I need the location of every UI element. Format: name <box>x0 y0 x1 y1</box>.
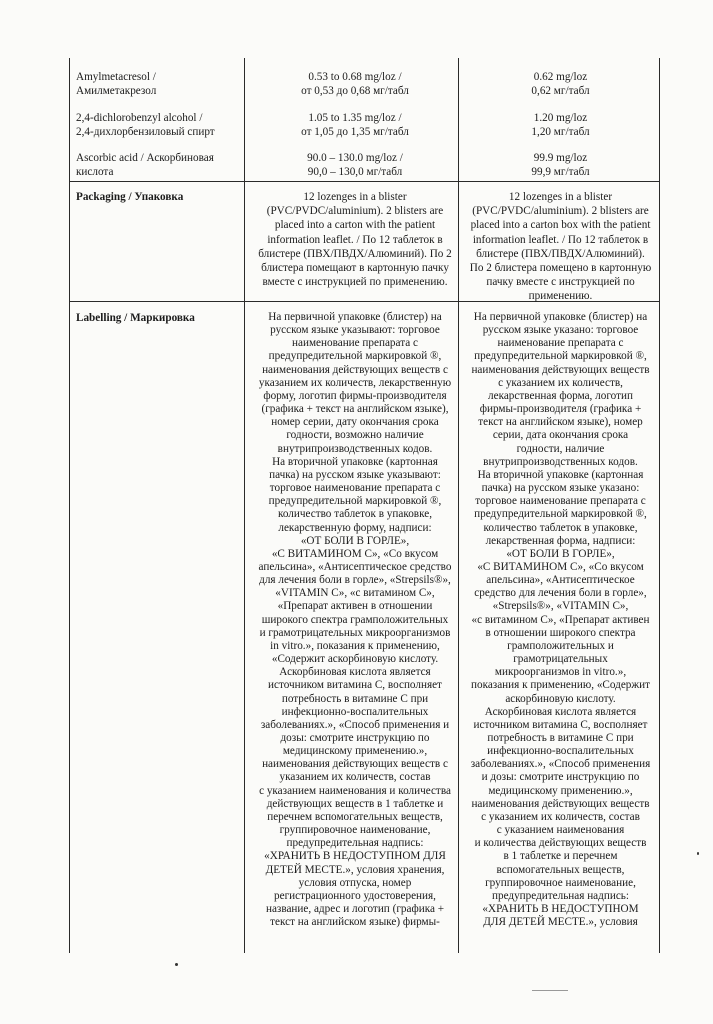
text-line: «Препарат активен в отношении <box>277 600 433 613</box>
text-line: «С ВИТАМИНОМ С», «Со вкусом <box>477 560 644 573</box>
text-line: название, адрес и логотип (графика + <box>265 903 445 916</box>
text-line: предупредительная надпись: <box>286 837 424 850</box>
actual-value-ru: 1,20 мг/табл <box>531 126 590 139</box>
text-line: грамположительных и <box>507 639 614 652</box>
text-line: лекарственная форма, надписи: <box>485 534 636 547</box>
text-line: ДЕТЕЙ МЕСТЕ.», условия хранения, <box>265 863 445 876</box>
text-line: с указанием их количеств, состав <box>481 810 640 823</box>
text-line: дозы: смотрите инструкцию по <box>280 732 430 744</box>
scan-speck <box>175 963 178 966</box>
text-line: инфекционно-воспалительных <box>487 745 634 758</box>
text-line: потребность в витамине С при <box>487 732 634 744</box>
table-divider-1 <box>244 58 245 953</box>
scan-speck <box>532 990 568 991</box>
text-line: средство для лечения боли в горле», <box>474 587 647 600</box>
text-line: information leaflet. / По 12 таблеток в <box>472 233 649 246</box>
text-line: в отношении широкого спектра <box>485 626 636 639</box>
text-line: форму, логотип фирмы-производителя <box>263 389 447 402</box>
scan-speck <box>697 852 699 855</box>
spec-range: 1.05 to 1.35 mg/loz / <box>308 112 402 124</box>
text-line: По 2 блистера помещено в картонную <box>469 262 652 275</box>
packaging-spec <box>250 190 460 289</box>
text-line: количество таблеток в упаковке, <box>277 508 432 521</box>
text-line: наименования действующих веществ <box>471 363 650 376</box>
text-line: и грамотрицательных микроорганизмов <box>259 626 451 639</box>
text-line: внутрипроизводственных кодов. <box>277 442 433 455</box>
spec-range-ru: от 1,05 до 1,35 мг/табл <box>301 126 409 139</box>
text-line: годности, наличие <box>516 442 605 455</box>
text-line: показания к применению, «Содержит <box>470 679 651 692</box>
text-line: фирмы-производителя (графика + <box>479 403 642 416</box>
text-line: ДЛЯ ДЕТЕЙ МЕСТЕ.», условия <box>483 916 638 929</box>
text-line: «ОТ БОЛИ В ГОРЛЕ», <box>300 534 410 547</box>
text-line: «VITAMIN C», «с витамином С», <box>275 587 435 600</box>
text-line: блистере (ПВХ/ПВДХ/Алюминий). <box>476 247 645 260</box>
spec-range: 90.0 – 130.0 mg/loz / <box>307 152 403 164</box>
text-line: источником витамина С, восполняет <box>268 679 442 692</box>
text-line: указанием их количеств, лекарственную <box>258 376 452 389</box>
text-line: наименования действующих веществ с <box>262 363 448 376</box>
text-line: условия отпуска, номер <box>298 876 412 889</box>
ingredient-name-ru: кислота <box>76 166 114 179</box>
text-line: с указанием их количеств, <box>498 376 623 389</box>
text-line: апельсина», «Антисептическое <box>486 574 635 587</box>
text-line: применению. <box>528 290 593 303</box>
text-line: (графика + текст на английском языке), <box>261 403 449 416</box>
text-line: «Strepsils®», «VITAMIN C», <box>492 600 629 613</box>
actual-value-ru: 0,62 мг/табл <box>531 85 590 98</box>
ingredient-name-en: 2,4-dichlorobenzyl alcohol / <box>76 112 203 124</box>
text-line: «С ВИТАМИНОМ С», «Со вкусом <box>271 547 439 560</box>
text-line: placed into a carton with the patient <box>274 219 436 232</box>
text-line: грамотрицательных <box>513 653 608 666</box>
row-divider-ingredients <box>69 181 660 182</box>
text-line: «с витамином С», «Препарат активен <box>471 613 650 626</box>
spec-range-ru: 90,0 – 130,0 мг/табл <box>307 166 403 179</box>
text-line: На первичной упаковке (блистер) на <box>268 311 442 323</box>
labelling-label: Labelling / Маркировка <box>76 312 195 324</box>
text-line: группировочное наименование, <box>485 876 636 889</box>
text-line: и количества действующих веществ <box>474 837 647 850</box>
text-line: (PVC/PVDC/aluminium). 2 blisters are <box>472 205 649 218</box>
labelling-actual <box>463 311 658 929</box>
text-line: широкого спектра грамположительных <box>261 613 449 626</box>
text-line: предупредительной маркировкой ®, <box>268 350 442 363</box>
text-line: На первичной упаковке (блистер) на <box>473 311 648 323</box>
actual-value: 0.62 mg/loz <box>533 71 588 83</box>
actual-value: 99.9 mg/loz <box>533 152 588 164</box>
text-line: годности, возможно наличие <box>286 429 424 442</box>
text-line: заболеваниях.», «Способ применения <box>470 758 651 771</box>
text-line: инфекционно-воспалительных <box>281 705 429 718</box>
text-line: пачка) на русском языке указано: <box>481 482 640 495</box>
text-line: 12 lozenges in a blister <box>303 191 407 203</box>
text-line: 12 lozenges in a blister <box>508 191 613 203</box>
text-line: серии, дата окончания срока <box>492 429 629 442</box>
text-line: наименования действующих веществ <box>471 797 650 810</box>
text-line: для лечения боли в горле», «Strepsils®», <box>259 574 451 587</box>
text-line: наименования действующих веществ с <box>262 758 448 771</box>
text-line: регистрационного удостоверения, <box>274 889 436 902</box>
text-line: номер серии, дату окончания срока <box>271 416 439 429</box>
text-line: указанием их количеств, состав <box>279 771 431 784</box>
text-line: апельсина», «Антисептическое средство <box>258 560 452 573</box>
text-line: с указанием наименования и количества <box>259 784 451 797</box>
ingredient-name-ru: 2,4-дихлорбензиловый спирт <box>76 126 215 139</box>
text-line: «ХРАНИТЬ В НЕДОСТУПНОМ <box>482 903 639 916</box>
text-line: лекарственная форма, логотип <box>488 389 633 402</box>
text-line: количество таблеток в упаковке, <box>483 521 638 534</box>
text-line: лекарственную форму, надписи: <box>278 521 432 534</box>
text-line: медицинскому применению.», <box>488 784 633 797</box>
text-line: торговое наименование препарата с <box>269 482 441 495</box>
text-line: микроорганизмов in vitro.», <box>494 666 627 679</box>
text-line: предупредительной маркировкой ®, <box>474 508 647 521</box>
text-line: наименование препарата с <box>497 337 624 350</box>
text-line: с указанием наименования <box>496 824 625 837</box>
ingredient-name-ru: Амилметакрезол <box>76 85 157 98</box>
text-line: На вторичной упаковке (картонная <box>272 455 438 468</box>
text-line: предупредительной маркировкой ®, <box>268 495 442 508</box>
text-line: в 1 таблетке и перечнем <box>503 850 618 863</box>
text-line: пачка) на русском языке указывают: <box>269 468 441 481</box>
text-line: аскорбиновую кислоту. <box>505 692 616 705</box>
actual-value-ru: 99,9 мг/табл <box>531 166 590 179</box>
text-line: (PVC/PVDC/aluminium). 2 blisters are <box>266 205 444 218</box>
text-line: вместе с инструкцией по применению. <box>262 276 448 289</box>
text-line: русском языке указано: торговое <box>482 324 639 337</box>
text-line: «Содержит аскорбиновую кислоту. <box>271 653 439 666</box>
packaging-label: Packaging / Упаковка <box>76 191 184 203</box>
spec-range-ru: от 0,53 до 0,68 мг/табл <box>301 85 409 98</box>
text-line: и дозы: смотрите инструкцию по <box>481 771 640 784</box>
spec-range: 0.53 to 0.68 mg/loz / <box>308 71 402 83</box>
text-line: заболеваниях.», «Способ применения и <box>260 718 450 731</box>
text-line: вспомогательных веществ, <box>496 863 625 876</box>
labelling-spec <box>250 311 460 929</box>
text-line: «ХРАНИТЬ В НЕДОСТУПНОМ ДЛЯ <box>264 850 446 863</box>
text-line: группировочное наименование, <box>279 824 431 837</box>
text-line: блистера помещают в картонную пачку <box>261 262 449 275</box>
table-border-left <box>69 58 70 953</box>
text-line: наименование препарата с <box>292 337 418 350</box>
text-line: На вторичной упаковке (картонная <box>477 468 644 481</box>
text-line: предупредительная надпись: <box>492 889 629 902</box>
ingredient-name-en: Ascorbic acid / Аскорбиновая <box>76 152 214 164</box>
ingredient-name-en: Amylmetacresol / <box>76 71 156 83</box>
text-line: текст на английском языке), номер <box>478 416 643 429</box>
table-border-right <box>659 58 660 953</box>
text-line: медицинскому применению.», <box>282 745 428 758</box>
text-line: предупредительной маркировкой ®, <box>474 350 647 363</box>
text-line: текст на английском языке) фирмы- <box>270 916 440 929</box>
text-line: in vitro.», показания к применению, <box>270 639 440 652</box>
text-line: действующих веществ в 1 таблетке и <box>266 797 444 810</box>
text-line: placed into a carton box with the patient <box>470 219 651 232</box>
actual-value: 1.20 mg/loz <box>533 112 588 124</box>
text-line: торговое наименование препарата с <box>475 495 646 508</box>
text-line: information leaflet. / По 12 таблеток в <box>267 233 443 246</box>
text-line: блистере (ПВХ/ПВДХ/Алюминий). По 2 <box>258 247 452 260</box>
text-line: источником витамина С, восполняет <box>473 718 648 731</box>
text-line: русском языке указывают: торговое <box>270 324 440 337</box>
text-line: пачку вместе с инструкцией по <box>486 276 635 289</box>
text-line: внутрипроизводственных кодов. <box>483 455 638 468</box>
packaging-actual <box>463 190 658 304</box>
text-line: перечнем вспомогательных веществ, <box>267 810 443 823</box>
text-line: Аскорбиновая кислота является <box>484 705 637 718</box>
text-line: «ОТ БОЛИ В ГОРЛЕ», <box>506 547 615 560</box>
text-line: потребность в витамине С при <box>281 692 429 705</box>
text-line: Аскорбиновая кислота является <box>279 666 431 679</box>
